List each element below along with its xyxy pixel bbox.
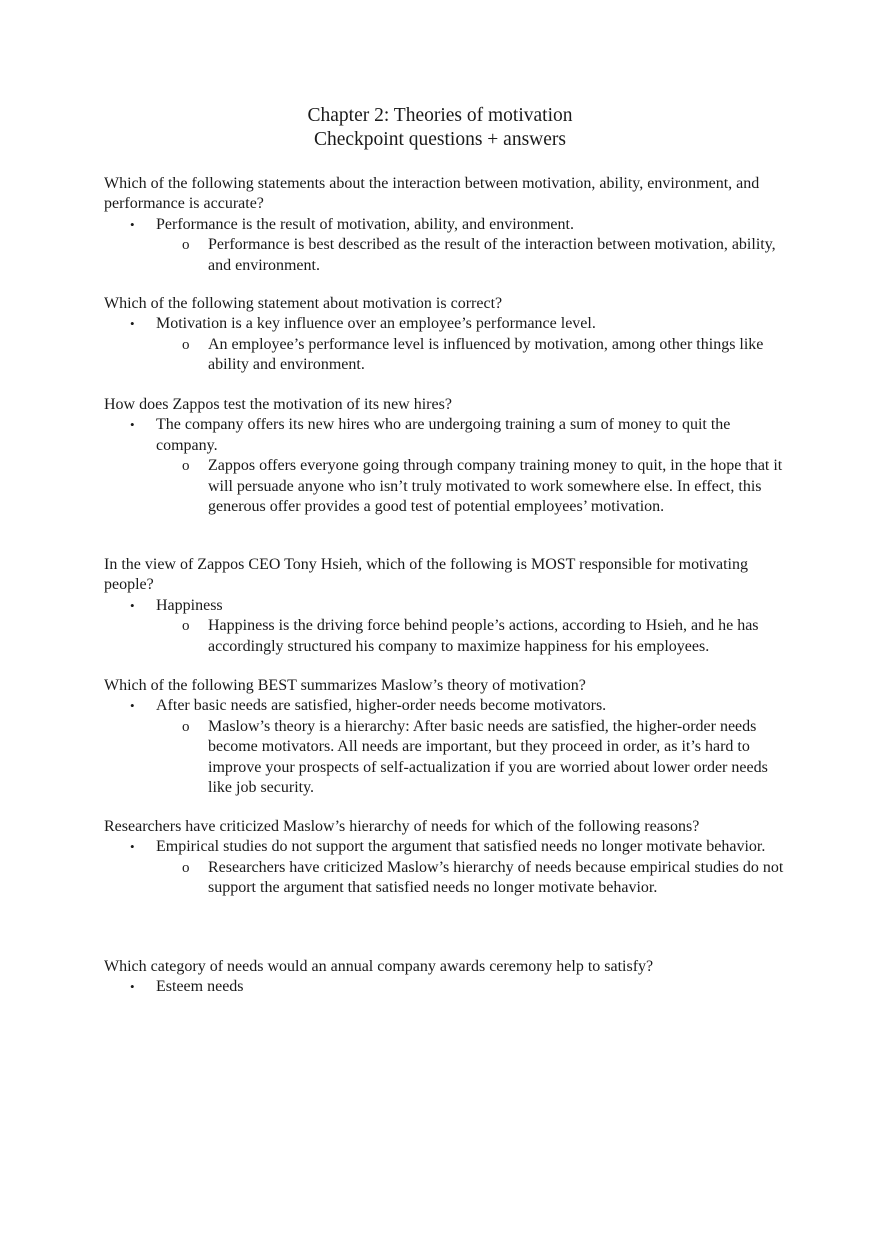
bullet-icon: • xyxy=(130,316,135,332)
answer-item xyxy=(104,415,784,456)
sub-bullet-icon: o xyxy=(182,237,190,254)
page-title: Chapter 2: Theories of motivation xyxy=(307,105,573,126)
question-text: How does Zappos test the motivation of its new hires? xyxy=(104,396,452,413)
sub-bullet-icon: o xyxy=(182,458,190,475)
question-text: Which of the following statements about the interaction between motivation, ability, environment, and performance is accurate? xyxy=(104,175,760,213)
explanation-text: Zappos offers everyone going through company training money to quit, in the hope that it will persuade anyone who isn’t truly motivated to work somewhere else. In effect, this generous offer provides a good test of potential employees’ motivation. xyxy=(208,457,783,516)
title-block xyxy=(0,104,880,152)
bullet-icon: • xyxy=(130,417,135,433)
explanation-text: Maslow’s theory is a hierarchy: After basic needs are satisfied, the higher-order needs become motivators. All needs are important, but they proceed in order, as it’s hard to improve your prospects of self-actualization if you are worried about lower order needs like job security. xyxy=(208,717,768,797)
answer-item xyxy=(104,696,784,716)
bullet-icon: • xyxy=(130,698,135,714)
answer-text: Performance is the result of motivation, ability, and environment. xyxy=(156,215,574,233)
answer-item xyxy=(104,215,784,235)
answer-text: After basic needs are satisfied, higher-order needs become motivators. xyxy=(156,697,607,715)
qa-block xyxy=(104,676,784,798)
bullet-icon: • xyxy=(130,839,135,855)
sub-bullet-icon: o xyxy=(182,718,190,735)
explanation-text: Happiness is the driving force behind people’s actions, according to Hsieh, and he has accordingly structured his company to maximize happiness for his employees. xyxy=(208,617,759,655)
qa-block xyxy=(104,957,784,998)
qa-block xyxy=(104,174,784,276)
explanation-text: Performance is best described as the result of the interaction between motivation, ability, and environment. xyxy=(208,236,776,274)
sub-bullet-icon: o xyxy=(182,859,190,876)
explanation-item xyxy=(104,456,784,517)
explanation-item xyxy=(104,717,784,799)
question-text: Which of the following statement about motivation is correct? xyxy=(104,295,503,312)
explanation-item xyxy=(104,858,784,899)
explanation-item xyxy=(104,616,784,657)
answer-item xyxy=(104,977,784,997)
bullet-icon: • xyxy=(130,216,135,232)
question-text: Which of the following BEST summarizes Maslow’s theory of motivation? xyxy=(104,677,586,694)
bullet-icon: • xyxy=(130,979,135,995)
page-subtitle: Checkpoint questions + answers xyxy=(313,129,566,150)
answer-text: Happiness xyxy=(156,596,223,614)
qa-block xyxy=(104,294,784,376)
explanation-text: An employee’s performance level is influenced by motivation, among other things like ability and environment. xyxy=(208,335,764,374)
answer-item xyxy=(104,314,784,334)
answer-text: The company offers its new hires who are undergoing training a sum of money to quit the company. xyxy=(156,416,731,454)
answer-text: Motivation is a key influence over an employee’s performance level. xyxy=(156,315,596,333)
explanation-item xyxy=(104,235,784,276)
qa-block xyxy=(104,395,784,517)
sub-bullet-icon: o xyxy=(182,336,190,353)
bullet-icon: • xyxy=(130,597,135,613)
sub-bullet-icon: o xyxy=(182,618,190,635)
qa-block xyxy=(104,817,784,899)
answer-text: Empirical studies do not support the argument that satisfied needs no longer motivate behavior. xyxy=(156,838,766,856)
answer-text: Esteem needs xyxy=(156,978,244,996)
qa-block xyxy=(104,555,784,657)
question-text: Which category of needs would an annual company awards ceremony help to satisfy? xyxy=(104,958,654,975)
question-text: In the view of Zappos CEO Tony Hsieh, which of the following is MOST responsible for motivating people? xyxy=(104,556,748,594)
answer-item xyxy=(104,837,784,857)
question-text: Researchers have criticized Maslow’s hierarchy of needs for which of the following reasons? xyxy=(104,818,700,835)
explanation-text: Researchers have criticized Maslow’s hierarchy of needs because empirical studies do not support the argument that satisfied needs no longer motivate behavior. xyxy=(208,858,784,897)
answer-item xyxy=(104,596,784,616)
explanation-item xyxy=(104,335,784,376)
